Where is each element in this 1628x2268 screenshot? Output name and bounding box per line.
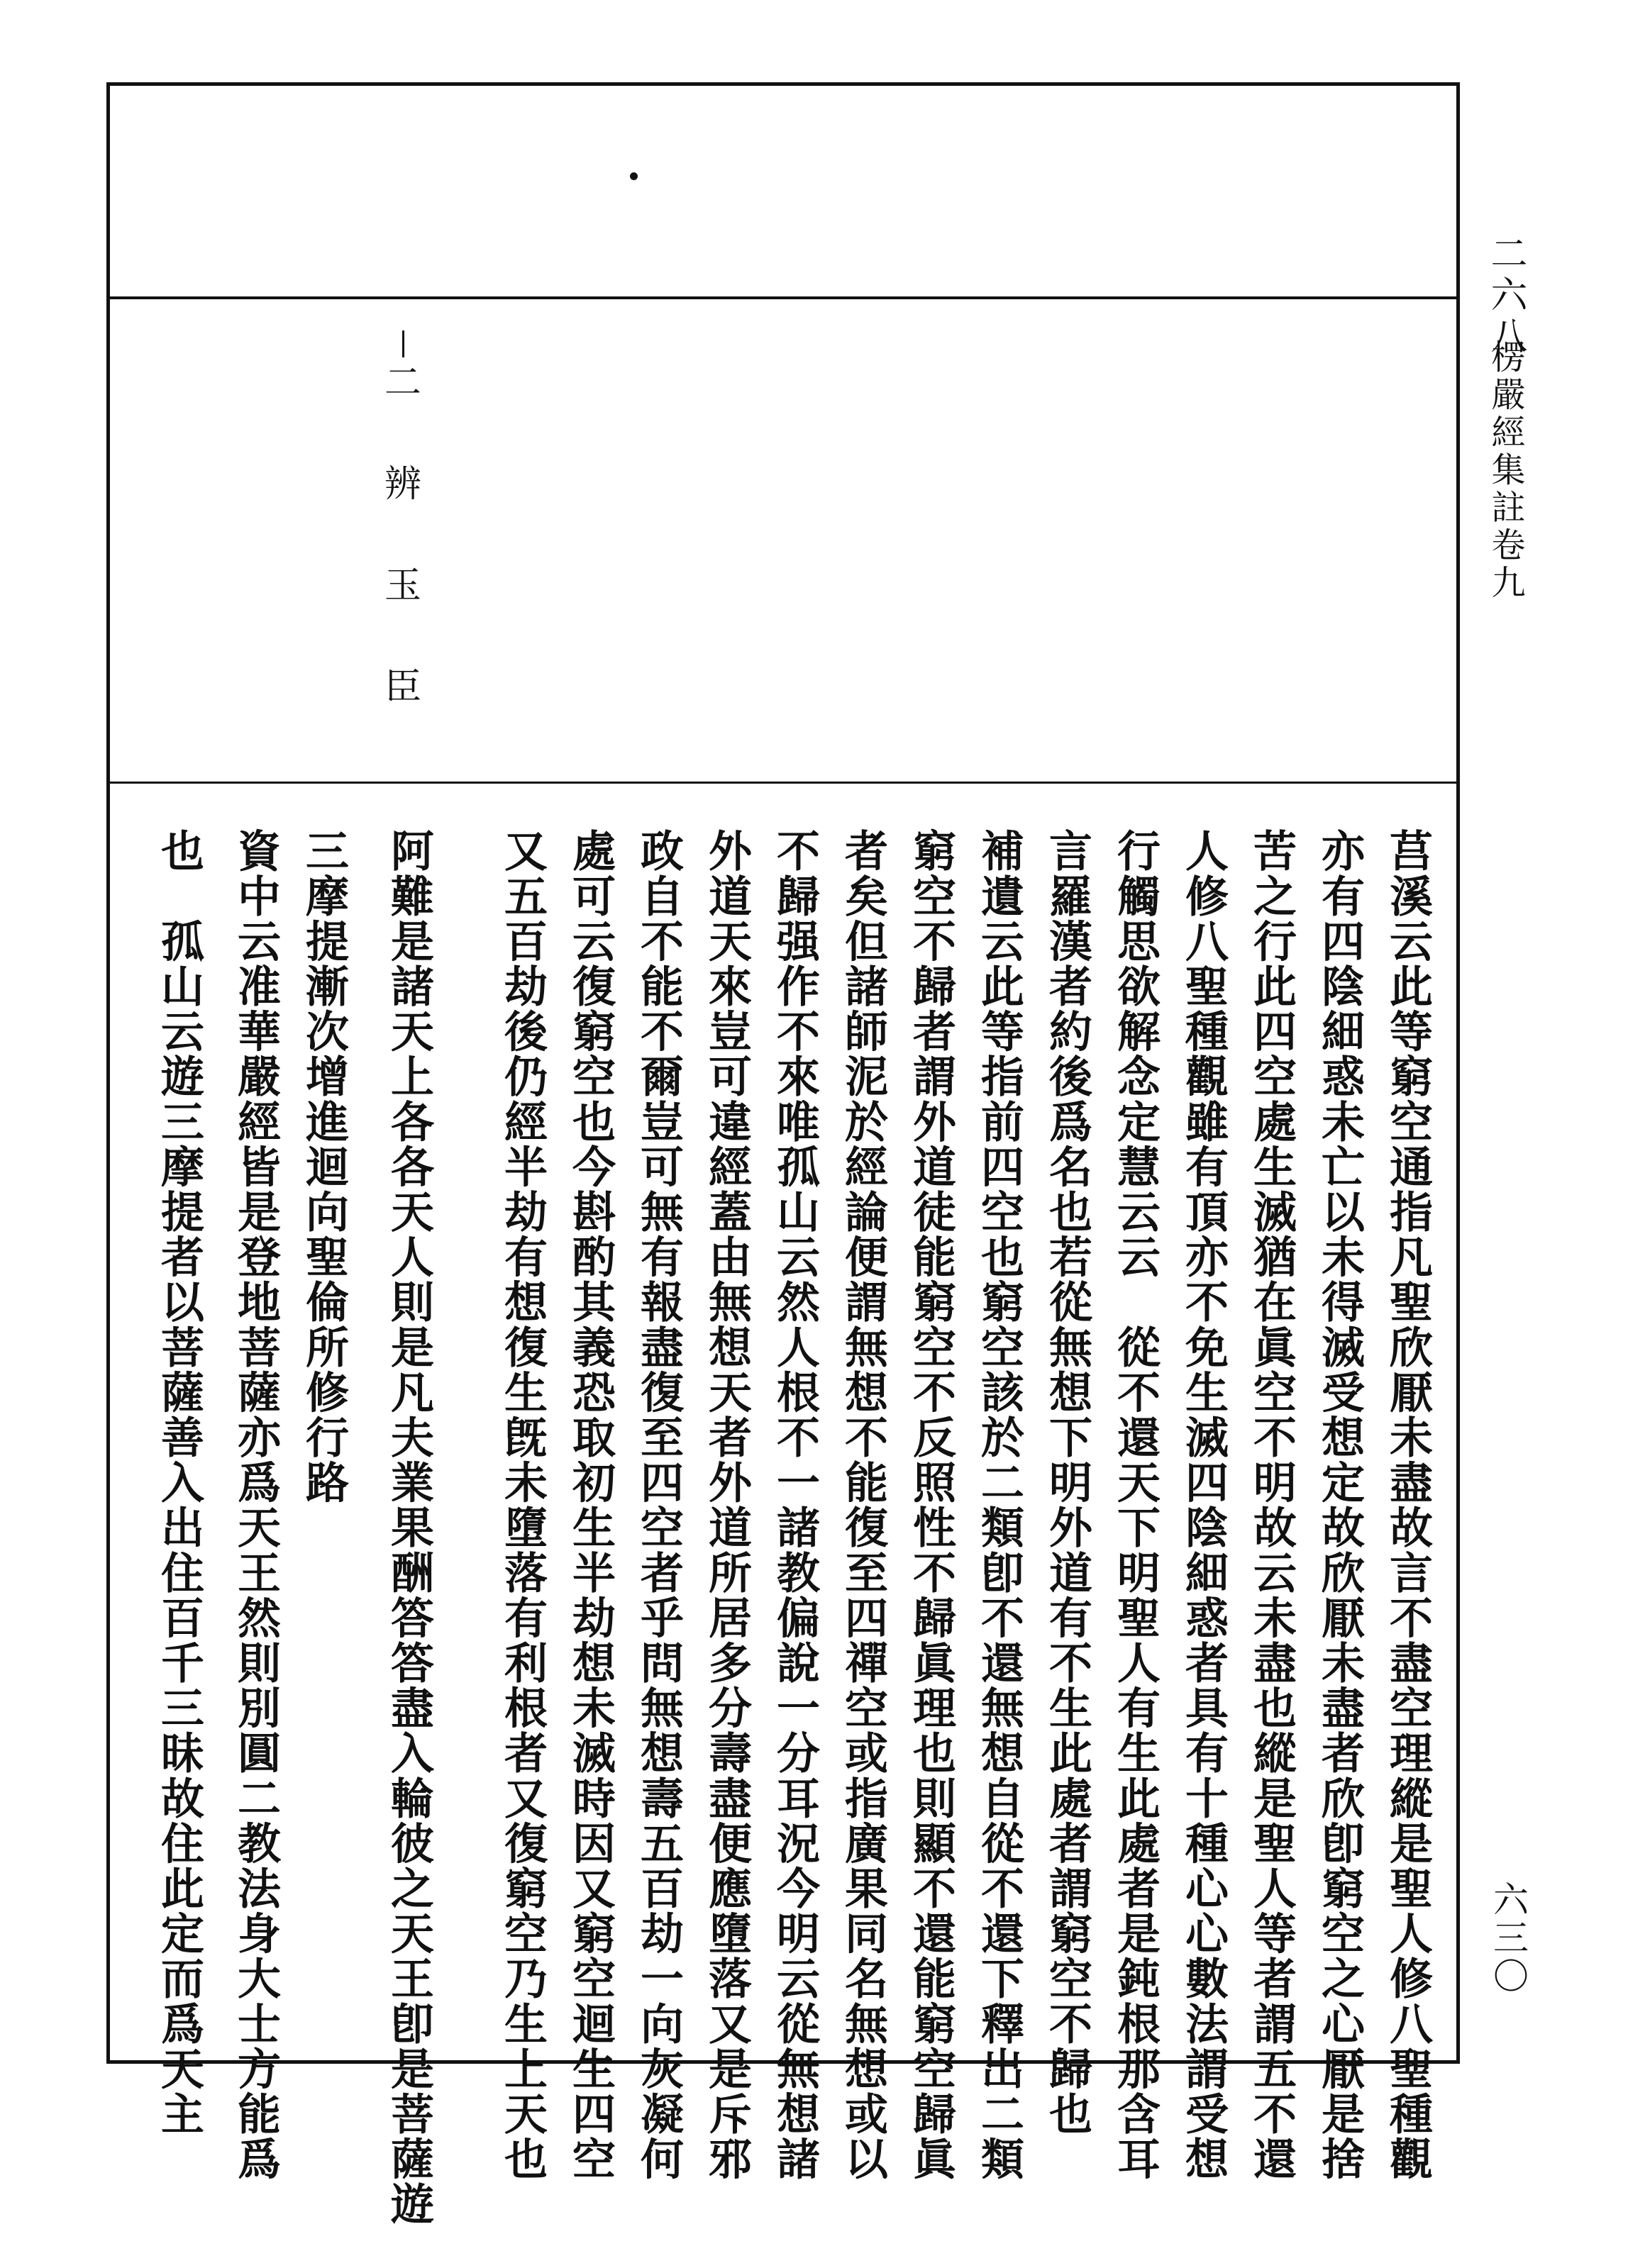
- text-column: 資中云准華嚴經皆是登地菩薩亦爲天王然則別圓二教法身大士方能爲: [231, 828, 281, 2181]
- text-column: 補遺云此等指前四空也窮空該於二類卽不還無想自從不還下釋出二類: [974, 828, 1024, 2181]
- text-column: 者矣但諸師泥於經論便謂無想不能復至四禪空或指廣果同名無想或以: [838, 828, 888, 2181]
- text-column: 亦有四陰細惑未亡以未得滅受想定故欣厭未盡者欣卽窮空之心厭是捨: [1314, 828, 1365, 2181]
- heading-char: 二: [375, 362, 431, 463]
- text-column: 言羅漢者約後爲名也若從無想下明外道有不生此處者謂窮空不歸也: [1042, 828, 1092, 2137]
- page-number-right: 六三〇: [1488, 1881, 1529, 1996]
- upper-divider: [106, 296, 1460, 299]
- text-column: 也 孤山云遊三摩提者以菩薩善入出住百千三昧故住此定而爲天主: [154, 828, 204, 2137]
- ink-dot-mark: [630, 172, 638, 180]
- text-column: 政自不能不爾豈可無有報盡復至四空者乎問無想壽五百劫一向灰凝何: [633, 828, 684, 2181]
- section-heading: [375, 362, 431, 767]
- middle-divider: [106, 782, 1460, 784]
- text-column: 處可云復窮空也今斟酌其義恐取初生半劫想未滅時因又窮空迴生四空: [565, 828, 616, 2181]
- text-column: 又五百劫後仍經半劫有想復生旣未墮落有利根者又復窮空乃生上天也: [497, 828, 548, 2181]
- heading-char: 玉: [375, 565, 431, 666]
- text-column: 阿難是諸天上各各天人則是凡夫業果酬答答盡入輪彼之天王卽是菩薩遊: [384, 828, 434, 2227]
- text-column: 苦之行此四空處生滅猶在眞空不明故云未盡也縱是聖人等者謂五不還: [1246, 828, 1297, 2181]
- text-column: 人修八聖種觀雖有頂亦不免生滅四陰細惑者具有十種心心數法謂受想: [1178, 828, 1229, 2181]
- text-column: 不歸强作不來唯孤山云然人根不一諸教偏說一分耳況今明云從無想諸: [770, 828, 820, 2181]
- text-column: 外道天來豈可違經蓋由無想天者外道所居多分壽盡便應墮落又是斥邪: [702, 828, 752, 2181]
- heading-char: 辨: [375, 463, 431, 565]
- text-column: 三摩提漸次增進迴向聖倫所修行路: [299, 828, 349, 1505]
- page-number-left: 二六八: [1484, 234, 1527, 357]
- heading-char: 臣: [375, 666, 431, 767]
- text-column: 莒溪云此等窮空通指凡聖欣厭未盡故言不盡空理縱是聖人修八聖種觀: [1383, 828, 1433, 2181]
- text-column: 行觸思欲解念定慧云云 從不還天下明聖人有生此處者是鈍根那含耳: [1110, 828, 1161, 2181]
- book-title: 楞嚴經集註卷九: [1485, 339, 1525, 602]
- text-column: 窮空不歸者謂外道徒能窮空不反照性不歸眞理也則顯不還能窮空歸眞: [906, 828, 956, 2181]
